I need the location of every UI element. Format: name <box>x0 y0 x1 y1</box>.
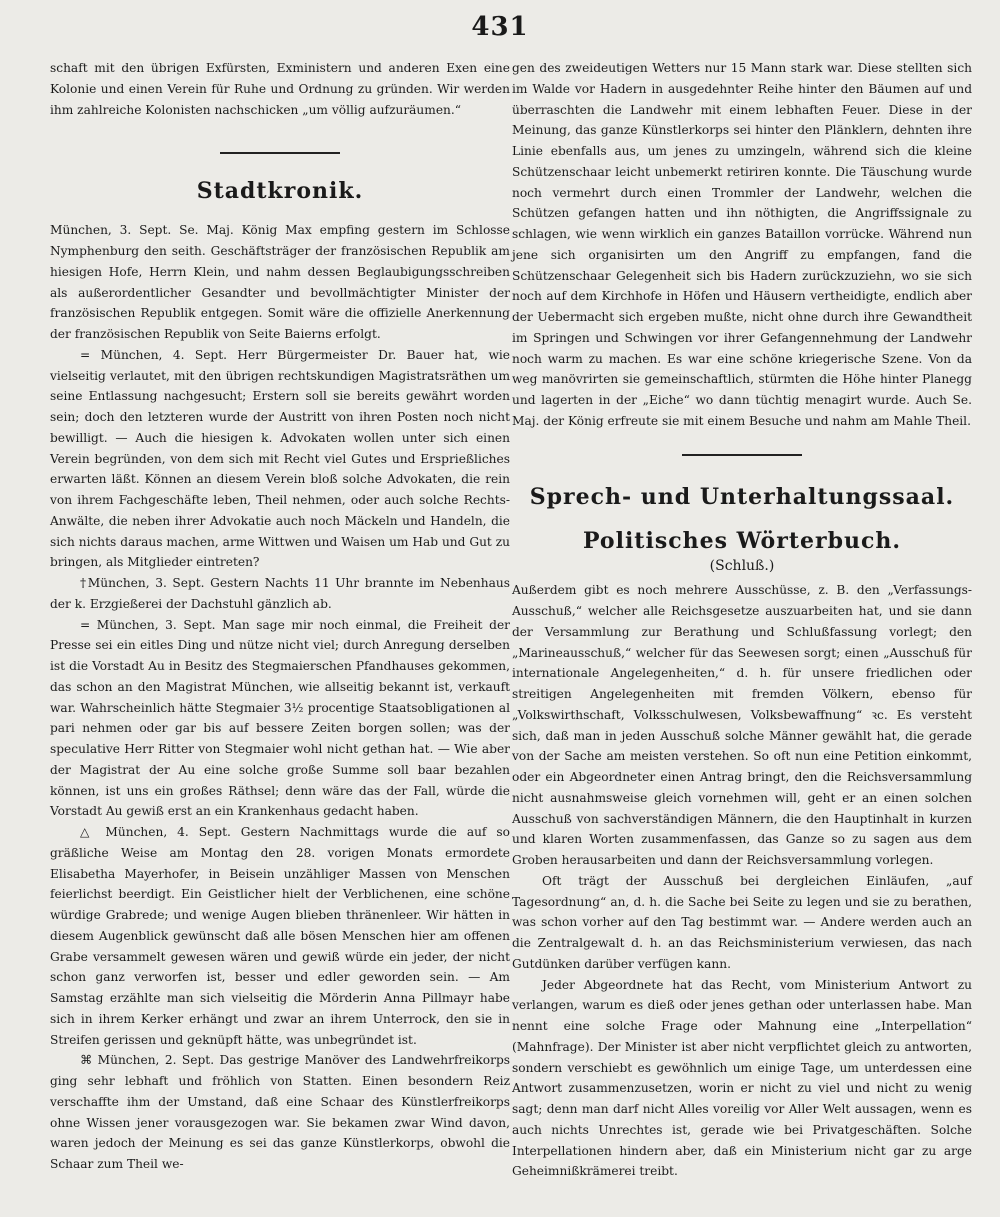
article-note: (Schluß.) <box>709 557 775 574</box>
intro-paragraph: schaft mit den übrigen Exfürsten, Exministern und anderen Exen eine Kolonie und einen Verein für Ruhe und Ordnung zu gründen. Wir werden ihm zahlreiche Kolonisten nachschicken „um völlig aufzuräumen.“ <box>50 61 510 117</box>
right-column <box>512 58 972 1182</box>
section-title-stadtkronik: Stadtkronik. <box>196 178 364 205</box>
article-paragraph: Oft trägt der Ausschuß bei dergleichen Einläufen, „auf Tagesordnung“ an, d. h. die Sache bei Seite zu legen und sie zu berathen, was schon vorher auf den Tag bestimmt war. — Andere werden auch an die Zentralgewalt d. h. an das Reichsministerium verwiesen, das nach Gutdünken darüber verfügen kann. <box>512 873 972 971</box>
page-number: 431 <box>471 12 529 42</box>
news-item: △ München, 4. Sept. Gestern Nachmittags wurde die auf so gräßliche Weise am Montag den 28. vorigen Monats ermordete Elisabetha Mayerhofer, in Beisein unzähliger Massen von Menschen feierlichst beerdigt. Ein Geistlicher hielt der Verblichenen, eine schöne würdige Grabrede; und wenige Augen blieben thränenleer. Wir hätten in diesem Augenblick gewünscht daß alle bösen Menschen hier am offenen Grabe versammelt gewesen wären und gewiß würde ein jeder, der nicht schon ganz verworfen ist, besser und edler geworden sein. — Am Samstag erzählte man sich vielseitig die Mörderin Anna Pillmayr habe sich in ihrem Kerker erhängt und zwar an ihrem Unterrock, den sie in Streifen gerissen und geknüpft hätte, was unbegründet ist. <box>50 825 510 1047</box>
article-title: Politisches Wörterbuch. <box>582 527 902 554</box>
news-item: †München, 3. Sept. Gestern Nachts 11 Uhr brannte im Nebenhaus der k. Erzgießerei der Dachstuhl gänzlich ab. <box>50 576 510 611</box>
news-item: München, 3. Sept. Se. Maj. König Max empfing gestern im Schlosse Nymphenburg den seith. Geschäftsträger der französischen Republik am hiesigen Hofe, Herrn Klein, und nahm dessen Beglaubigungsschreiben als außerordentlicher Gesandter und bevollmächtigter Minister der französischen Republik entgegen. Somit wäre die offizielle Anerkennung der französischen Republik von Seite Baierns erfolgt. <box>50 223 510 341</box>
left-column <box>50 58 510 1175</box>
news-item: = München, 4. Sept. Herr Bürgermeister Dr. Bauer hat, wie vielseitig verlautet, mit den übrigen rechtskundigen Magistratsräthen um seine Entlassung nachgesucht; Erstern soll sie bereits gewährt worden sein; doch den letzteren wurde der Austritt von ihren Posten noch nicht bewilligt. — Auch die hiesigen k. Advokaten wollen unter sich einen Verein begründen, von dem sich mit Recht viel Gutes und Ersprießliches erwarten läßt. Können an diesem Verein bloß solche Advokaten, die rein von ihrem Fachgeschäfte leben, Theil nehmen, oder auch solche Rechts-Anwälte, die neben ihrer Advokatie auch noch Mäckeln und Handeln, die sich nichts daraus machen, arme Wittwen und Waisen um Hab und Gut zu bringen, als Mitglieder eintreten? <box>50 347 510 570</box>
news-item: ⌘ München, 2. Sept. Das gestrige Manöver des Landwehrfreikorps ging sehr lebhaft und fröhlich von Statten. Einen besondern Reiz verschaffte ihm der Umstand, daß eine Schaar des Künstlerfreikorps ohne Wissen jener vorausgezogen war. Sie bekamen zwar Wind davon, waren jedoch der Meinung es sei das ganze Künstlerkorps, obwohl die Schaar zum Theil we- <box>50 1053 510 1171</box>
continuation-paragraph: gen des zweideutigen Wetters nur 15 Mann stark war. Diese stellten sich im Walde vor Hadern in ausgedehnter Reihe hinter den Bäumen auf und überraschten die Landwehr mit einem lebhaften Feuer. Diese in der Meinung, das ganze Künstlerkorps sei hinter den Plänklern, dehnten ihre Linie ebenfalls aus, um jenes zu umzingeln, während sich die kleine Schützenschaar leicht unbemerkt retiriren konnte. Die Täuschung wurde noch vermehrt durch einen Trommler der Landwehr, welchen die Schützen gefangen hatten und ihn nöthigten, die Angriffssignale zu schlagen, wie wenn wirklich ein ganzes Bataillon vorrücke. Während nun jene sich organisirten um den Angriff zu empfangen, fand die Schützenschaar Gelegenheit sich bis Hadern zurückzuziehn, wo sie sich noch auf dem Kirchhofe in Höfen und Häusern vertheidigte, endlich aber der Uebermacht sich ergeben mußte, nicht ohne durch ihre Gewandtheit im Springen und Schwingen vor ihrer Gefangennehmung der Landwehr noch warm zu machen. Es war eine schöne kriegerische Szene. Von da weg manövrirten sie gemeinschaftlich, stürmten die Höhe hinter Planegg und lagerten in der „Eiche“ wo dann tüchtig menagirt wurde. Auch Se. Maj. der König erfreute sie mit einem Besuche und nahm am Mahle Theil. <box>512 61 972 428</box>
news-item: = München, 3. Sept. Man sage mir noch einmal, die Freiheit der Presse sei ein eitles Ding und nütze nicht viel; durch Anregung derselben ist die Vorstadt Au in Besitz des Stegmaierschen Pfandhauses gekommen, das schon an den Magistrat München, wie allseitig bekannt ist, verkauft war. Wahrscheinlich hätte Stegmaier 3½ procentige Staatsobligationen al pari nehmen oder gar bis auf bessere Zeiten borgen sollen; was der speculative Herr Ritter von Stegmaier wohl nicht gethan hat. — Wie aber der Magistrat der Au eine solche große Summe soll baar bezahlen können, ist uns ein großes Räthsel; denn wäre das der Fall, würde die Vorstadt Au gewiß erst an ein Krankenhaus gedacht haben. <box>50 617 510 819</box>
section-divider <box>682 454 802 456</box>
article-paragraph: Außerdem gibt es noch mehrere Ausschüsse, z. B. den „Verfassungs-Ausschuß,“ welcher alle Reichsgesetze auszuarbeiten hat, und sie dann der Versammlung zur Berathung und Schlußfassung vorlegt; den „Marineausschuß,“ welcher für das Seewesen sorgt; einen „Ausschuß für internationale Angelegenheiten,“ d. h. für unsere friedlichen oder streitigen Angelegenheiten mit fremden Völkern, ebenso für „Volkswirthschaft, Volksschulwesen, Volksbewaffnung“ ꝛc. Es versteht sich, daß man in jeden Ausschuß solche Männer gewählt hat, die gerade von der Sache am meisten verstehen. So oft nun eine Petition einkommt, oder ein Abgeordneter einen Antrag bringt, den die Reichsversammlung nicht ausnahmsweise gleich vornehmen will, geht er an einen solchen Ausschuß von sachverständigen Männern, die den Hauptinhalt in kurzen und klaren Worten zusammenfassen, das Ganze so zu sagen aus dem Groben herausarbeiten und dann der Reichsversammlung vorlegen. <box>512 583 972 867</box>
section-divider <box>220 152 340 154</box>
article-paragraph: Jeder Abgeordnete hat das Recht, vom Ministerium Antwort zu verlangen, warum es dieß oder jenes gethan oder unterlassen habe. Man nennt eine solche Frage oder Mahnung eine „Interpellation“ (Mahnfrage). Der Minister ist aber nicht verpflichtet gleich zu antworten, sondern verschiebt es gewöhnlich um einige Tage, um unterdessen eine Antwort zusammenzusetzen, worin er nicht zu viel und nicht zu wenig sagt; denn man darf nicht Alles voreilig vor Aller Welt aussagen, wenn es auch nichts Unrechtes ist, gerade wie bei Privatgeschäften. Solche Interpellationen hindern aber, daß ein Ministerium nicht gar zu arge Geheimnißkrämerei treibt. <box>512 977 972 1179</box>
section-title-sprechsaal: Sprech- und Unterhaltungssaal. <box>529 483 955 510</box>
